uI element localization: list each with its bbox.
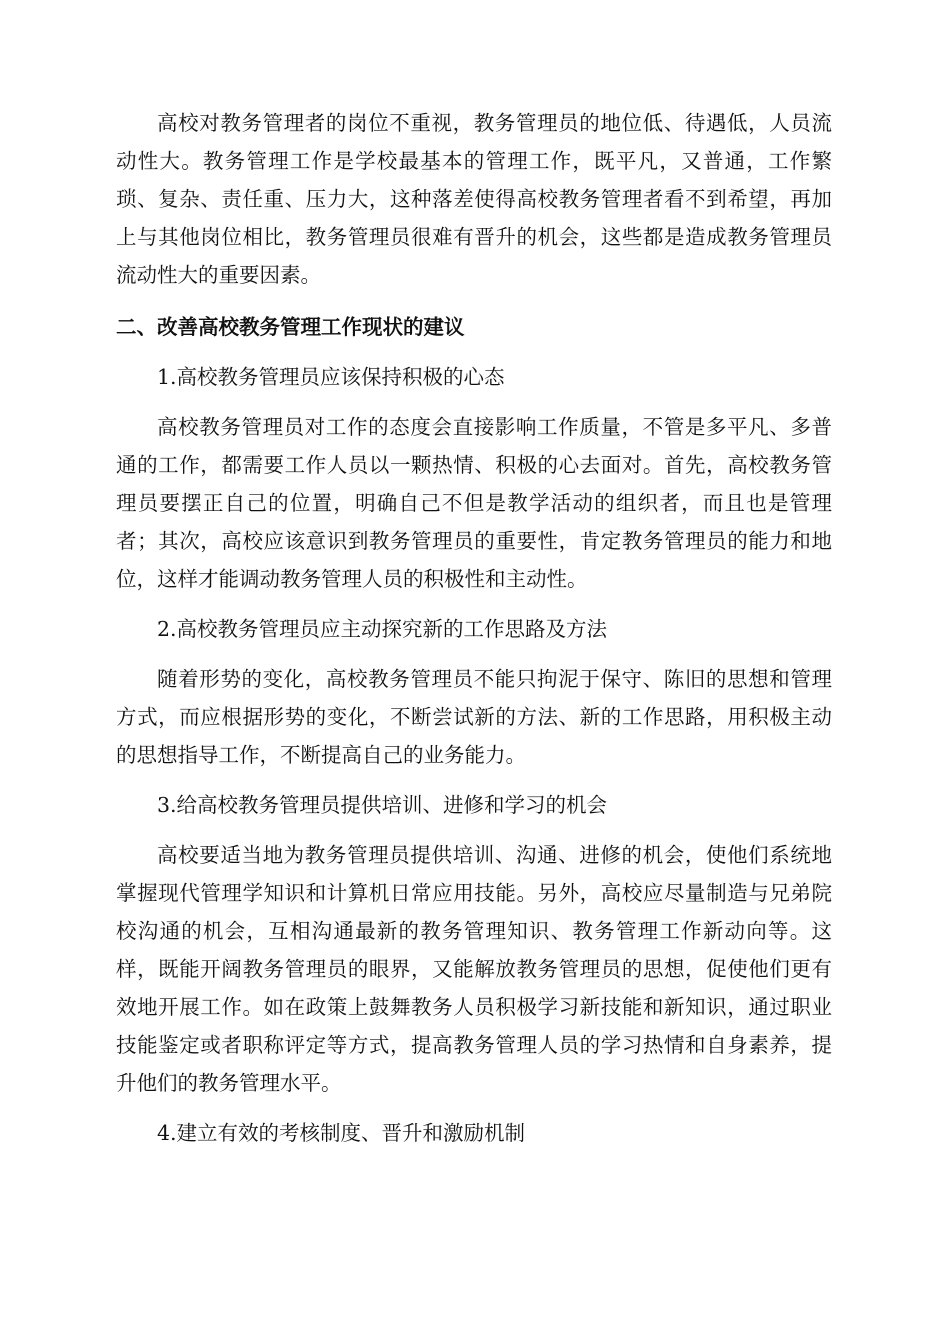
document-page [116,104,832,1152]
paragraph-positive-attitude: 高校教务管理员对工作的态度会直接影响工作质量，不管是多平凡、多普通的工作，都需要工作人员以一颗热情、积极的心去面对。首先，高校教务管理员要摆正自己的位置，明确自己不但是教学活动的组织者，而且也是管理者；其次，高校应该意识到教务管理员的重要性，肯定教务管理员的能力和地位，这样才能调动教务管理人员的积极性和主动性。 [116,415,832,591]
section-heading-suggestions: 二、改善高校教务管理工作现状的建议 [116,315,465,339]
paragraph-new-methods: 随着形势的变化，高校教务管理员不能只拘泥于保守、陈旧的思想和管理方式，而应根据形势的变化，不断尝试新的方法、新的工作思路，用积极主动的思想指导工作，不断提高自己的业务能力。 [116,667,832,767]
paragraph-training: 高校要适当地为教务管理员提供培训、沟通、进修的机会，使他们系统地掌握现代管理学知识和计算机日常应用技能。另外，高校应尽量制造与兄弟院校沟通的机会，互相沟通最新的教务管理知识、教务管理工作新动向等。这样，既能开阔教务管理员的眼界，又能解放教务管理员的思想，促使他们更有效地开展工作。如在政策上鼓舞教务人员积极学习新技能和新知识，通过职业技能鉴定或者职称评定等方式，提高教务管理人员的学习热情和自身素养，提升他们的教务管理水平。 [116,843,832,1095]
subheading-training: 3.给高校教务管理员提供培训、进修和学习的机会 [157,793,608,817]
subheading-new-methods: 2.高校教务管理员应主动探究新的工作思路及方法 [157,617,608,641]
subheading-positive-attitude: 1.高校教务管理员应该保持积极的心态 [157,365,505,389]
paragraph-staff-turnover: 高校对教务管理者的岗位不重视，教务管理员的地位低、待遇低，人员流动性大。教务管理工作是学校最基本的管理工作，既平凡，又普通，工作繁琐、复杂、责任重、压力大，这种落差使得高校教务管理者看不到希望，再加上与其他岗位相比，教务管理员很难有晋升的机会，这些都是造成教务管理员流动性大的重要因素。 [116,111,832,287]
subheading-evaluation-system: 4.建立有效的考核制度、晋升和激励机制 [157,1121,526,1145]
